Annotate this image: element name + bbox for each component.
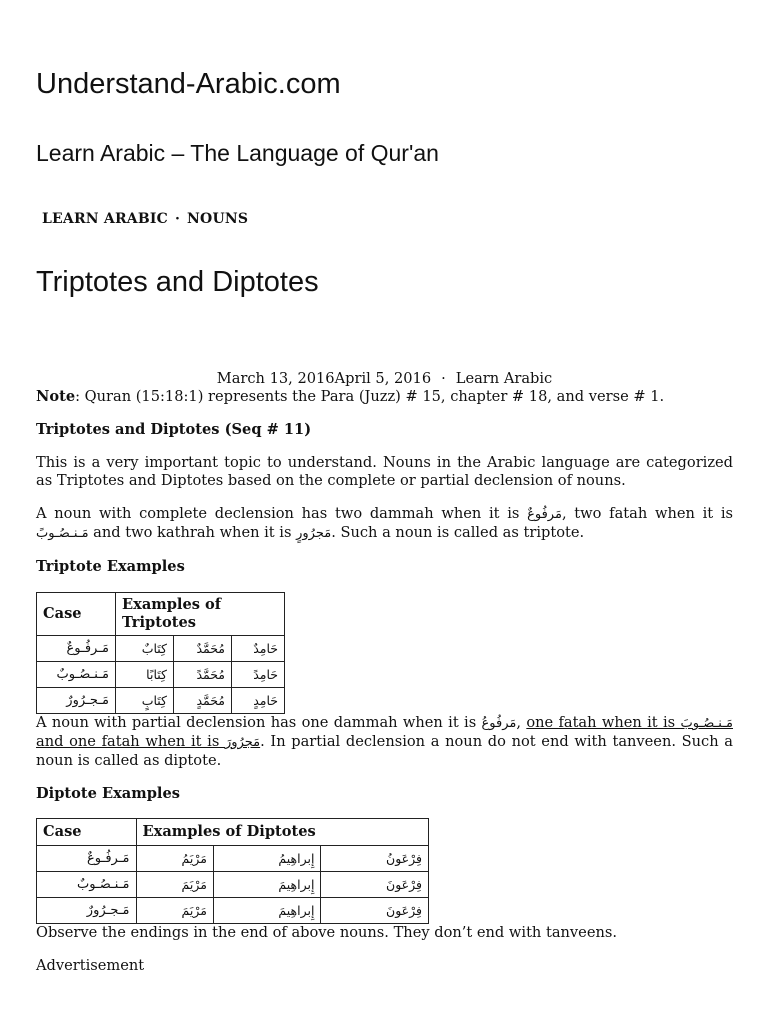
table-row [37, 872, 429, 898]
example-cell: مُحَمَّدٌ [174, 636, 232, 662]
example-cell: مَرْيَمُ [136, 846, 213, 872]
example-cell: مُحَمَّدٍ [174, 688, 232, 714]
category-links [42, 211, 248, 227]
category-link-learn-arabic[interactable]: LEARN ARABIC [42, 211, 168, 227]
header-case: Case [37, 593, 116, 636]
example-cell: حَامِدٌ [232, 636, 285, 662]
text-span: , [516, 714, 527, 731]
arabic-term: مَـنـصُـوبً [36, 526, 89, 541]
intro-paragraph: This is a very important topic to understand. Nouns in the Arabic language are categorized as Triptotes and Diptotes based on the complete or partial declension of nouns. [36, 454, 733, 489]
underlined-text: and one fatah when it is [36, 733, 226, 750]
arabic-term: مَجرُورٍ [296, 526, 332, 541]
table-row [37, 688, 285, 714]
example-cell: كِتَابًا [116, 662, 174, 688]
arabic-term: مَجرُورَ [225, 735, 261, 750]
example-cell: فِرْعَونَ [321, 898, 429, 924]
example-cell: إِبراهِيمَ [213, 898, 321, 924]
case-cell: مَـجـرُورٌ [37, 688, 116, 714]
example-cell: مَرْيَمَ [136, 898, 213, 924]
table-row [37, 662, 285, 688]
section-heading-seq [36, 421, 733, 439]
post-content [36, 370, 733, 975]
arabic-term: مَرفُوعُ [481, 716, 517, 731]
text-span: A noun with partial declension has one dammah when it is [36, 714, 482, 731]
site-title[interactable]: Understand-Arabic.com [36, 68, 341, 100]
case-cell: مَـرفُـوعٌ [37, 846, 137, 872]
site-description: Learn Arabic – The Language of Qur'an [36, 140, 439, 166]
example-cell: حَامِدً [232, 662, 285, 688]
observe-paragraph: Observe the endings in the end of above nouns. They don’t end with tanveens. [36, 924, 617, 941]
table-row [37, 846, 429, 872]
header-case: Case [37, 819, 137, 846]
category-link-nouns[interactable]: NOUNS [187, 211, 249, 227]
case-cell: مَـرفُـوعٌ [37, 636, 116, 662]
separator: · [441, 370, 446, 387]
complete-declension-paragraph [36, 505, 733, 543]
post-category-link[interactable]: Learn Arabic [455, 370, 553, 387]
text-span: A noun with complete declension has two dammah when it is [36, 505, 528, 522]
diptote-table [36, 818, 429, 924]
example-cell: إِبراهِيمُ [213, 846, 321, 872]
text-span: . Such a noun is called as triptote. [331, 524, 585, 541]
note-paragraph [36, 388, 733, 406]
text-span: and two kathrah when it is [88, 524, 297, 541]
case-cell: مَـنـصُـوبٌ [37, 662, 116, 688]
example-cell: مُحَمَّدً [174, 662, 232, 688]
example-cell: فِرْعَونُ [321, 846, 429, 872]
post-meta [36, 370, 733, 388]
updated-date[interactable]: April 5, 2016 [334, 370, 432, 387]
separator: · [174, 211, 181, 227]
example-cell: فِرْعَونَ [321, 872, 429, 898]
text-span: , two fatah when it is [561, 505, 733, 522]
text-span: . In partial declension a noun do not end with tanveen. Such a noun is called as diptote. [36, 733, 734, 769]
header-examples: Examples of Triptotes [116, 593, 285, 636]
underlined-text: one fatah when it is [526, 714, 681, 731]
note-text: : Quran (15:18:1) represents the Para (Juzz) # 15, chapter # 18, and verse # 1. [75, 388, 665, 405]
table-header-row [37, 593, 285, 636]
table-row [37, 898, 429, 924]
arabic-term: مَرفُوعٌ [527, 507, 562, 522]
diptote-heading [36, 785, 733, 803]
arabic-term: مَـنـصُـوبَ [680, 716, 733, 731]
section-heading-text: Triptotes and Diptotes (Seq # 11) [36, 421, 312, 438]
heading-text: Triptote Examples [36, 558, 185, 575]
table-row [37, 636, 285, 662]
advertisement-label: Advertisement [36, 957, 145, 974]
triptote-heading [36, 558, 733, 576]
published-date[interactable]: March 13, 2016 [216, 370, 335, 387]
example-cell: حَامِدٍ [232, 688, 285, 714]
case-cell: مَـنـصُـوبٌ [37, 872, 137, 898]
post-title: Triptotes and Diptotes [36, 266, 319, 298]
example-cell: إِبراهِيمَ [213, 872, 321, 898]
heading-text: Diptote Examples [36, 785, 180, 802]
example-cell: كِتَابٌ [116, 636, 174, 662]
header-examples: Examples of Diptotes [136, 819, 429, 846]
triptote-table [36, 592, 285, 714]
case-cell: مَـجـرُورٌ [37, 898, 137, 924]
example-cell: كِتَابٍ [116, 688, 174, 714]
note-label: Note [36, 388, 76, 405]
example-cell: مَرْيَمَ [136, 872, 213, 898]
partial-declension-paragraph [36, 714, 733, 770]
table-header-row [37, 819, 429, 846]
